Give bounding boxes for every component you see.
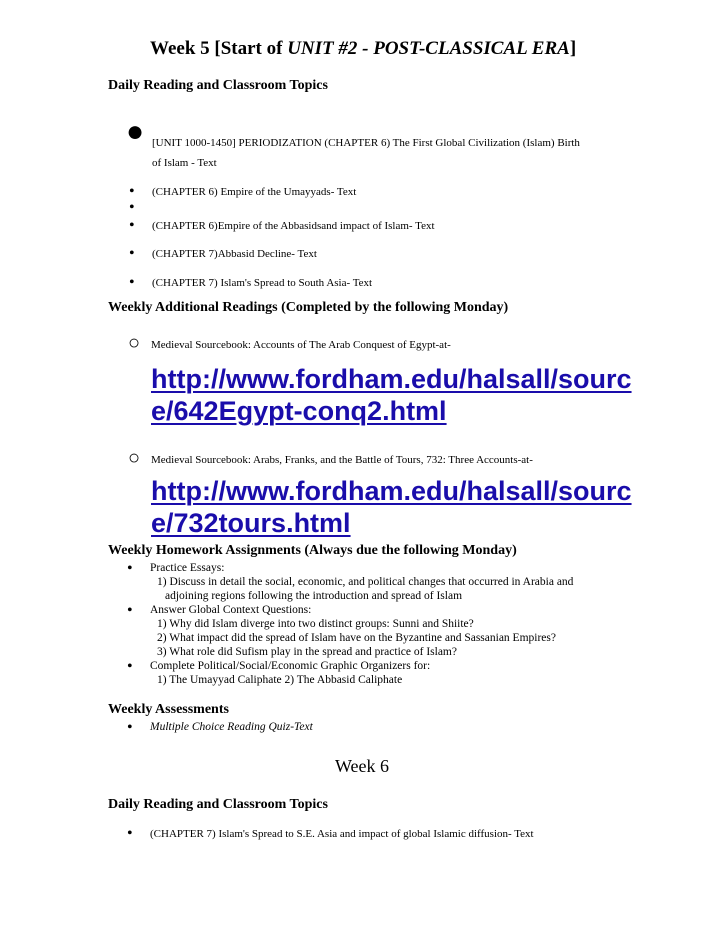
bullet-icon: • bbox=[127, 560, 133, 577]
bullet-icon: • bbox=[129, 245, 135, 262]
bullet-icon: • bbox=[127, 602, 133, 619]
homework-item: Complete Political/Social/Economic Graphic Organizers for: bbox=[150, 660, 431, 672]
topic-item: (CHAPTER 6)Empire of the Abbasidsand impact of Islam- Text bbox=[152, 220, 435, 232]
homework-subline: 1) Why did Islam diverge into two distinct groups: Sunni and Shiite? bbox=[157, 618, 474, 630]
reading-link[interactable]: http://www.fordham.edu/halsall/sourc bbox=[151, 364, 632, 394]
topic-item: (CHAPTER 6) Empire of the Umayyads- Text bbox=[152, 186, 357, 198]
homework-subline: 1) Discuss in detail the social, economic, and political changes that occurred in Arabia and bbox=[157, 576, 574, 588]
bullet-icon: • bbox=[127, 825, 133, 842]
bullet-icon: • bbox=[129, 199, 135, 216]
title-unit: UNIT #2 - POST-CLASSICAL ERA bbox=[287, 38, 570, 59]
topic-item: (CHAPTER 7)Abbasid Decline- Text bbox=[152, 248, 317, 260]
week6-daily-heading: Daily Reading and Classroom Topics bbox=[108, 797, 328, 812]
topic-item: (CHAPTER 7) Islam's Spread to S.E. Asia and impact of global Islamic diffusion- Text bbox=[150, 828, 534, 840]
bullet-icon: • bbox=[127, 658, 133, 675]
circle-bullet-icon: ○ bbox=[128, 332, 141, 354]
assessments-heading: Weekly Assessments bbox=[108, 702, 229, 717]
homework-heading: Weekly Homework Assignments (Always due the following Monday) bbox=[108, 543, 517, 558]
assessment-item: Multiple Choice Reading Quiz-Text bbox=[150, 721, 313, 733]
topic-item: (CHAPTER 7) Islam's Spread to South Asia- Text bbox=[152, 277, 373, 289]
reading-link-continued[interactable]: e/642Egypt-conq2.html bbox=[151, 396, 447, 426]
bullet-icon: • bbox=[129, 183, 135, 200]
additional-readings-heading: Weekly Additional Readings (Completed by the following Monday) bbox=[108, 300, 509, 315]
homework-subline: adjoining regions following the introduction and spread of Islam bbox=[165, 590, 463, 602]
bullet-icon: • bbox=[127, 719, 133, 736]
homework-item: Answer Global Context Questions: bbox=[150, 604, 312, 616]
homework-subline: 2) What impact did the spread of Islam have on the Byzantine and Sassanian Empires? bbox=[157, 632, 556, 644]
reading-item: Medieval Sourcebook: Accounts of The Arab Conquest of Egypt-at- bbox=[151, 339, 451, 351]
week6-title: Week 6 bbox=[335, 756, 390, 776]
homework-subline: 1) The Umayyad Caliphate 2) The Abbasid Caliphate bbox=[157, 674, 403, 686]
bullet-icon: • bbox=[129, 274, 135, 291]
daily-heading: Daily Reading and Classroom Topics bbox=[108, 78, 328, 93]
topic-item-continued: of Islam - Text bbox=[152, 157, 217, 169]
circle-bullet-icon: ○ bbox=[128, 447, 141, 469]
title-prefix: Week 5 [Start of bbox=[150, 38, 288, 59]
homework-item: Practice Essays: bbox=[150, 562, 225, 574]
bullet-icon: • bbox=[129, 217, 135, 234]
reading-item: Medieval Sourcebook: Arabs, Franks, and the Battle of Tours, 732: Three Accounts-at- bbox=[151, 454, 533, 466]
topic-item: [UNIT 1000-1450] PERIODIZATION (CHAPTER 6) The First Global Civilization (Islam) Birth bbox=[152, 137, 580, 149]
title-suffix: ] bbox=[569, 38, 577, 59]
reading-link-continued[interactable]: e/732tours.html bbox=[151, 508, 351, 538]
reading-link[interactable]: http://www.fordham.edu/halsall/sourc bbox=[151, 476, 632, 506]
week5-title bbox=[150, 38, 576, 60]
bullet-icon: ● bbox=[126, 115, 145, 148]
homework-subline: 3) What role did Sufism play in the spread and practice of Islam? bbox=[157, 646, 457, 658]
